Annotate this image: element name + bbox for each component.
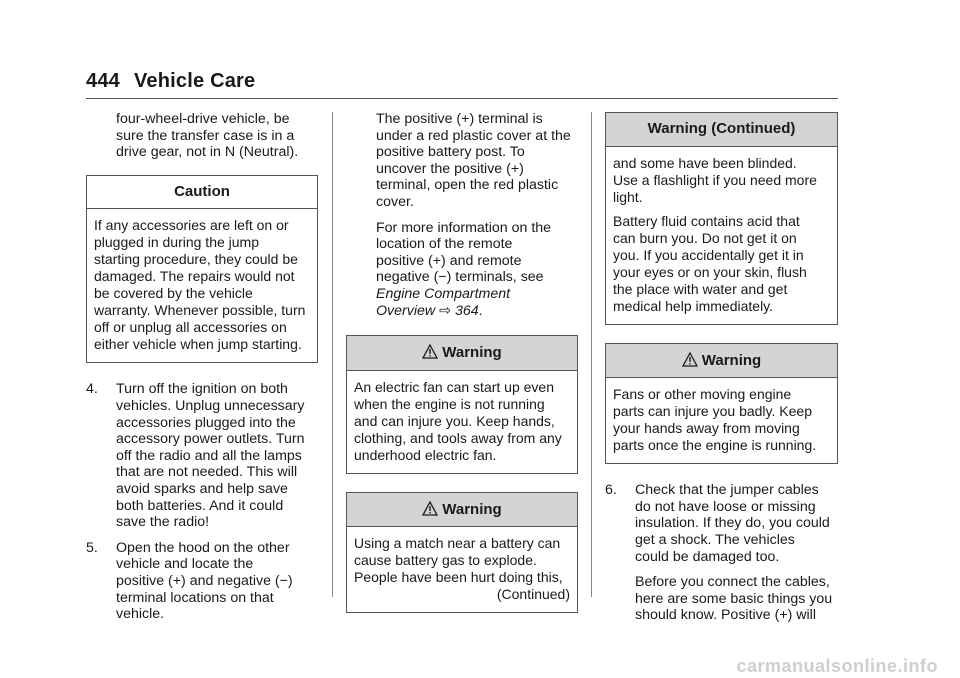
header-rule — [86, 98, 838, 99]
page-ref-arrow-icon: ⇨ — [439, 302, 451, 319]
warning-box-match — [346, 492, 578, 614]
more-info-paragraph: For more information on the location of the remote positive (+) and remote negative (−) terminals, see Engine Compartment Overview ⇨ 364. — [376, 219, 552, 319]
watermark: carmanualsonline.info — [736, 656, 938, 676]
step-6: 6. Check that the jumper cables do not have loose or missing insulation. If they do, you could get a shock. The vehicles could be damaged too. — [605, 482, 830, 565]
warning-triangle-icon — [422, 344, 438, 359]
warning-triangle-icon — [422, 501, 438, 516]
column-divider-1 — [332, 112, 333, 597]
page-number: 444 — [86, 70, 120, 92]
step-5: 5. Open the hood on the other vehicle and locate the positive (+) and negative (−) terminal locations on that vehicle. — [86, 539, 293, 623]
footer — [0, 656, 960, 678]
column-divider-2 — [591, 112, 592, 597]
warning-triangle-icon — [682, 352, 698, 367]
warning-continued-title: Warning (Continued) — [606, 113, 837, 147]
warning-body: Fans or other moving engine parts can injure you badly. Keep your hands away from moving parts once the engine is running. — [613, 386, 817, 454]
section-title: Vehicle Care — [133, 70, 256, 92]
column-1 — [86, 111, 318, 632]
warning-title: Warning — [347, 336, 577, 371]
step-4: 4. Turn off the ignition on both vehicles. Unplug unnecessary accessories plugged into the accessory power outlets. Turn off the radio and all the lamps that are not needed. This will avoid sparks and help save both batteries. And it could save the radio! — [86, 381, 305, 531]
column-2 — [346, 111, 578, 631]
step-6-subparagraph: Before you connect the cables, here are some basic things you should know. Positive (+) will — [635, 574, 833, 624]
warning-box-moving-parts — [605, 343, 838, 465]
page-header — [86, 70, 255, 93]
warning-title: Warning — [347, 493, 577, 528]
terminal-paragraph: The positive (+) terminal is under a red plastic cover at the positive battery post. To uncover the positive (+) terminal, open the red plastic cover. — [376, 111, 571, 210]
warning-body: An electric fan can start up even when the engine is not running and can injure you. Keep hands, clothing, and tools away from any underhood electric fan. — [354, 378, 562, 463]
xref-link[interactable]: Engine Compartment Overview ⇨ 364 — [376, 285, 511, 319]
column-3 — [605, 111, 838, 633]
caution-title: Caution — [87, 176, 317, 210]
warning-body: and some have been blinded. Use a flashlight if you need more light. Battery fluid contains acid that can burn you. Do not get it on you. If you accidentally get it in your eyes or on your skin, flush the place with water and get medical help immediately. — [613, 154, 817, 314]
warning-body: Using a match near a battery can cause battery gas to explode. People have been hurt doing this, (Continued) — [354, 535, 570, 603]
caution-body: If any accessories are left on or plugged in during the jump starting procedure, they could be damaged. The repairs would not be covered by the vehicle warranty. Whenever possible, turn off or unplug all accessories on either vehicle when jump starting. — [94, 217, 306, 353]
caution-box — [86, 175, 318, 364]
continued-label: (Continued) — [496, 586, 570, 603]
warning-title: Warning — [606, 344, 837, 379]
warning-box-continued — [605, 112, 838, 325]
intro-paragraph: four-wheel-drive vehicle, be sure the transfer case is in a drive gear, not in N (Neutral). — [116, 111, 299, 161]
warning-box-fan — [346, 335, 578, 474]
